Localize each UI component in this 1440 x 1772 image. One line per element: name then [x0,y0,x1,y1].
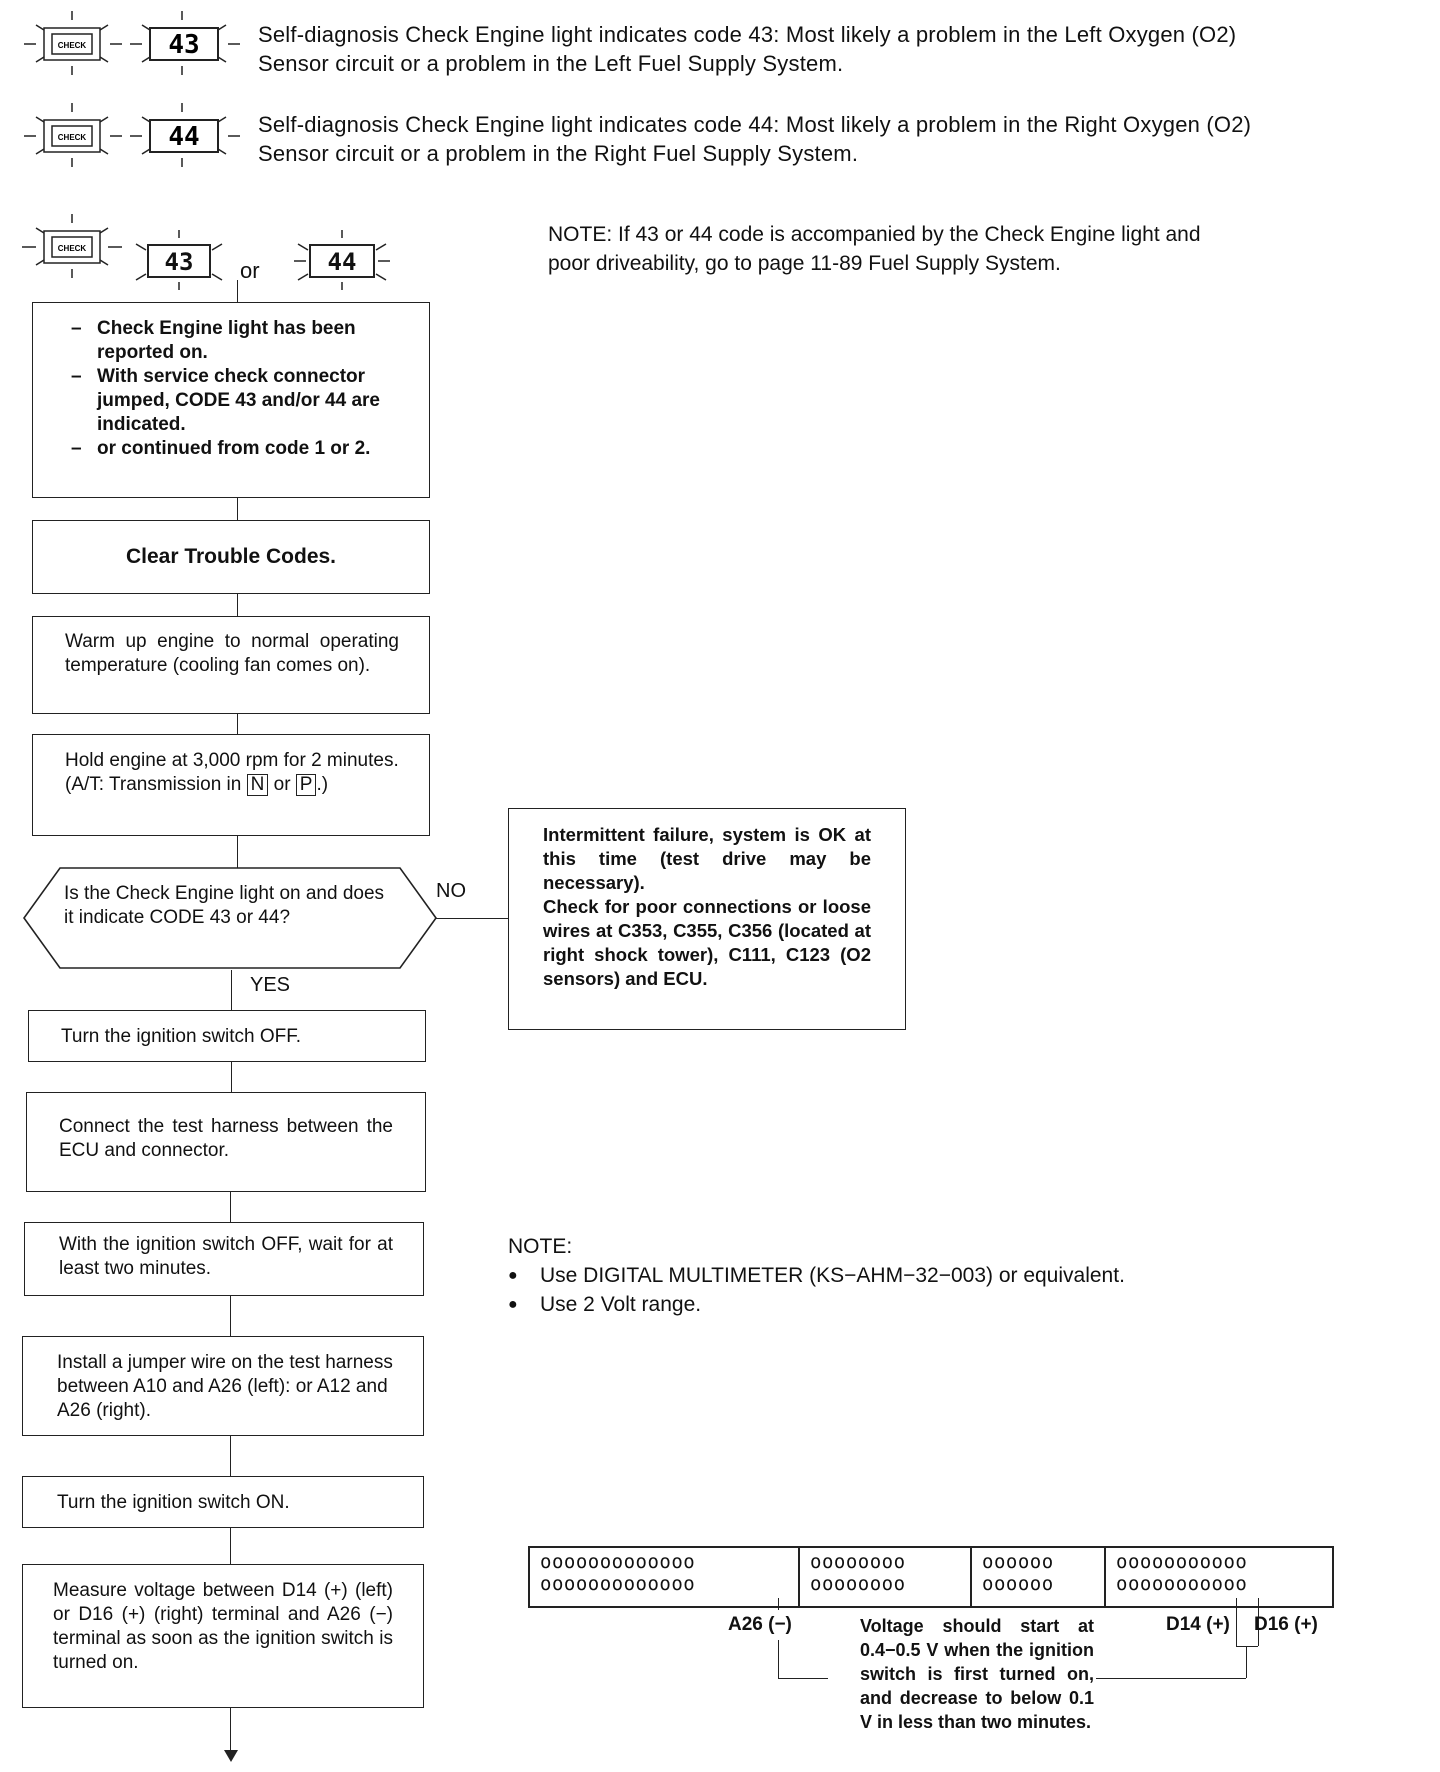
intermittent-text-1: Intermittent failure, system is OK at this time (test drive may be necessary). [543,824,871,893]
flow-head-code44: 44 [327,248,357,276]
key-n: N [247,774,269,796]
hold-rpm-at-line [65,773,399,797]
note-meter-title: NOTE: [508,1235,573,1258]
note-top-line2: poor driveability, go to page 11-89 Fuel Supply System. [548,252,1061,275]
d16-label: D16 (+) [1254,1614,1318,1635]
svg-text:CHECK: CHECK [57,244,87,253]
start-condition-box [32,302,430,498]
decision-text: Is the Check Engine light on and does it indicate CODE 43 or 44? [64,883,385,928]
a26-label: A26 (−) [728,1614,792,1635]
note-meter-item: ● Use 2 Volt range. [508,1290,1268,1319]
code-43-text: 43 [168,30,200,60]
jumper-box [22,1336,424,1436]
measure-text: Measure voltage between D14 (+) (left) or D16 (+) (right) terminal and A26 (−) terminal as soon as the ignition switch is turned on. [53,1580,393,1673]
connector-pins: ooooooooooooo [540,1551,696,1573]
code-44-text: 44 [168,122,200,152]
intermittent-text-2: Check for poor connections or loose wires at C353, C355, C356 (located at right shock tower), C111, C123 (O2 sensors) and ECU. [543,896,871,989]
decision-no-label: NO [436,880,466,902]
connector-pins: oooooo [982,1551,1054,1573]
ignition-on-text: Turn the ignition switch ON. [57,1492,290,1513]
key-p: P [296,774,317,796]
header-code44-icons [14,100,244,170]
hold-rpm-suffix: .) [316,774,329,795]
down-arrow-icon [222,1748,240,1764]
start-item: – With service check connector jumped, CODE 43 and/or 44 are indicated. [69,365,401,437]
connector-block-b [800,1548,972,1606]
hold-rpm-or: or [268,774,296,795]
measure-box [22,1564,424,1708]
wait-box [24,1222,424,1296]
ignition-off-box [28,1010,426,1062]
hold-rpm-box [32,734,430,836]
jumper-text: Install a jumper wire on the test harness between A10 and A26 (left): or A12 and A26 (right). [57,1352,393,1421]
check-label-text: CHECK [57,133,87,142]
connector-block-c [972,1548,1106,1606]
hold-rpm-text: Hold engine at 3,000 rpm for 2 minutes. [65,750,399,771]
start-item: – Check Engine light has been reported on. [69,317,401,365]
note-meter-item: ● Use DIGITAL MULTIMETER (KS−AHM−32−003) or equivalent. [508,1261,1268,1290]
header-code44-line2: Sensor circuit or a problem in the Right Fuel Supply System. [258,141,859,166]
connector-pins: oooooooo [810,1551,906,1573]
connector-block-d [1106,1548,1332,1606]
connector-diagram [528,1546,1334,1608]
note-top-line1: NOTE: If 43 or 44 code is accompanied by the Check Engine light and [548,223,1201,246]
warm-up-box [32,616,430,714]
intermittent-box [508,808,906,1030]
flow-head-code43: 43 [164,248,194,276]
clear-codes-text: Clear Trouble Codes. [125,545,337,568]
check-label-text: CHECK [57,41,87,50]
connector-pins: ooooooooooooo [540,1573,696,1595]
hold-rpm-at-prefix: (A/T: Transmission in [65,774,247,795]
voltage-note: Voltage should start at 0.4−0.5 V when the ignition switch is first turned on, and decrease to below 0.1 V in less than two minutes. [860,1616,1094,1732]
connect-harness-text: Connect the test harness between the ECU and connector. [59,1116,393,1161]
d14-label: D14 (+) [1166,1614,1230,1635]
wait-text: With the ignition switch OFF, wait for at least two minutes. [59,1234,393,1279]
flow-head-or: or [240,258,260,283]
warm-up-text: Warm up engine to normal operating temperature (cooling fan comes on). [65,631,399,676]
header-code43-line1: Self-diagnosis Check Engine light indicates code 43: Most likely a problem in the Left Oxygen (O2) [258,22,1237,47]
connect-harness-box [26,1092,426,1192]
connector-pins: ooooooooooo [1116,1573,1248,1595]
ignition-on-box [22,1476,424,1528]
check-engine-blink-icon [14,100,244,170]
check-engine-blink-icon [14,8,244,78]
connector-pins: oooooooo [810,1573,906,1595]
ignition-off-text: Turn the ignition switch OFF. [61,1026,302,1047]
header-code43-icons [14,8,244,78]
decision-yes-label: YES [250,974,291,996]
header-code43-line2: Sensor circuit or a problem in the Left Fuel Supply System. [258,51,844,76]
connector-pins: ooooooooooo [1116,1551,1248,1573]
start-item: – or continued from code 1 or 2. [69,437,401,461]
connector-pins: oooooo [982,1573,1054,1595]
header-code44-line1: Self-diagnosis Check Engine light indicates code 44: Most likely a problem in the Right Oxygen (O2) [258,112,1252,137]
connector-block-a [530,1548,800,1606]
clear-codes-box [32,520,430,594]
